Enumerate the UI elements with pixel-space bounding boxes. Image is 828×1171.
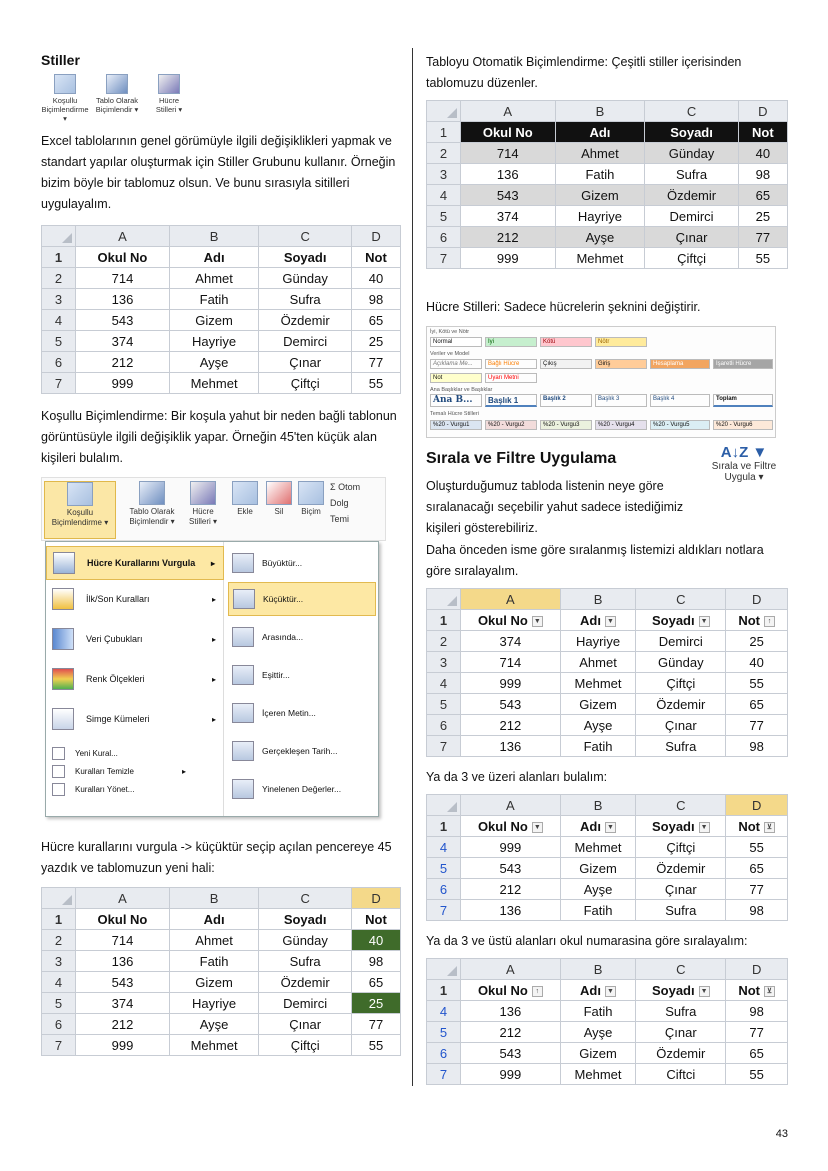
style-cell[interactable]: %20 - Vurgu5 [650,420,710,430]
col-header[interactable]: B [560,959,636,980]
table-row: 5 374 Hayriye Demirci 25 [427,206,788,227]
col-header[interactable]: B [560,589,636,610]
filter-sort-paragraph: Ya da 3 ve üstü alanları okul numarasina göre sıralayalım: [426,934,748,948]
sorted-ascending-icon[interactable]: ↑ [764,616,775,627]
col-header[interactable]: B [555,101,645,122]
styles-ribbon-group [41,74,401,123]
insert-icon [232,481,258,505]
table-row: 2 374 Hayriye Demirci 25 [427,631,788,652]
cell-styles-button[interactable]: Hücre Stilleri ▾ [184,481,222,527]
highlight-rules-icon [53,552,75,574]
menu-left-pane [46,542,224,816]
table-row: 2 714 Ahmet Günday 40 [427,143,788,164]
table-row: 1 Okul No ▼ Adı ▼ Soyadı ▼ Not ⊻ [427,816,788,837]
filter-dropdown-icon[interactable]: ▼ [532,616,543,627]
table-row: 4 543 Gizem Özdemir 65 [42,972,401,993]
style-cell[interactable]: Nötr [595,337,647,347]
col-header[interactable]: A [461,795,561,816]
greater-than-icon [232,553,254,573]
col-header[interactable]: D [352,888,401,909]
filter-active-icon[interactable]: ⊻ [764,822,775,833]
style-cell[interactable]: Giriş [595,359,647,369]
menu-item-manage-rules[interactable]: Kuralları Yönet... [52,781,134,797]
right-column [426,52,788,1085]
style-cell[interactable]: Bağlı Hücre [485,359,537,369]
submenu-less-than[interactable]: Küçüktür... [228,582,376,616]
table-auto-formatted [426,100,788,269]
table-row: 5 543 Gizem Özdemir 65 [427,858,788,879]
style-cell[interactable]: İyi [485,337,537,347]
auto-format-paragraph: Tabloyu Otomatik Biçimlendirme: Çeşitli stiller içerisinden tablomuzu düzenler. [426,55,742,90]
sort-filter-button[interactable]: A↓Z ▼ Sırala ve Filtre Uygula ▾ [702,444,786,483]
stiller-heading: Stiller [41,52,80,68]
sort-section [426,444,788,535]
filter-dropdown-icon[interactable]: ▼ [699,986,710,997]
col-header[interactable]: D [352,226,401,247]
table-row: 4 136 Fatih Sufra 98 [427,1001,788,1022]
col-header[interactable]: A [461,101,556,122]
highlighted-cell[interactable]: 25 [352,993,401,1014]
style-cell[interactable]: Kötü [540,337,592,347]
style-cell[interactable]: %20 - Vurgu3 [540,420,592,430]
table-row: 7 999 Mehmet Çiftçi 55 [427,248,788,269]
group-label: İyi, Kötü ve Nötr [430,329,470,335]
menu-item-new-rule[interactable]: Yeni Kural... [52,745,118,761]
equal-to-icon [232,665,254,685]
submenu-greater-than[interactable]: Büyüktür... [228,546,376,580]
format-icon [298,481,324,505]
col-header[interactable]: D [726,589,788,610]
filter-dropdown-icon[interactable]: ▼ [605,616,616,627]
submenu-date-occurring[interactable]: Gerçekleşen Tarih... [228,734,376,768]
filter-dropdown-icon[interactable]: ▼ [532,822,543,833]
style-cell[interactable]: %20 - Vurgu6 [713,420,773,430]
delete-button[interactable]: Sil [264,481,294,517]
col-header[interactable]: C [259,226,352,247]
cell-styles-paragraph: Hücre Stilleri: Sadece hücrelerin şeknini değiştirir. [426,300,701,314]
table-row: 3 136 Fatih Sufra 98 [427,164,788,185]
col-header[interactable]: A [76,226,170,247]
submenu-duplicate-values[interactable]: Yinelenen Değerler... [228,772,376,806]
style-cell[interactable]: Başlık 2 [540,394,592,407]
format-button[interactable]: Biçim [296,481,326,517]
table-row: 4 999 Mehmet Çiftçi 55 [427,673,788,694]
group-label: Veriler ve Model [430,351,470,357]
filter-dropdown-icon[interactable]: ▼ [699,822,710,833]
style-cell[interactable]: Uyarı Metni [485,373,537,383]
format-as-table-button[interactable]: Tablo Olarak Biçimlendir ▾ [93,74,141,123]
corner-cell[interactable] [427,795,461,816]
table-row: 5 212 Ayşe Çınar 77 [427,1022,788,1043]
menu-item-data-bars[interactable]: Veri Çubukları ▸ [46,622,224,656]
style-cell[interactable]: Ana B... [430,394,482,407]
format-as-table-button[interactable]: Tablo Olarak Biçimlendir ▾ [122,481,182,527]
table-row: 4 543 Gizem Özdemir 65 [42,310,401,331]
table-row: 1 Okul No Adı Soyadı Not [42,909,401,930]
duplicate-values-icon [232,779,254,799]
style-cell[interactable]: Çıkış [540,359,592,369]
table-row: 2 714 Ahmet Günday 40 [42,268,401,289]
table-filtered-sorted [426,958,788,1085]
col-header[interactable]: B [560,795,636,816]
table-row: 1 Okul No ↑ Adı ▼ Soyadı ▼ Not ⊻ [427,980,788,1001]
less-than-icon [233,589,255,609]
col-header[interactable]: D [726,795,788,816]
corner-cell[interactable] [42,226,76,247]
col-header[interactable]: D [738,101,787,122]
style-cell[interactable]: Açıklama Me... [430,359,482,369]
filter-dropdown-icon[interactable]: ▼ [605,986,616,997]
icon-sets-icon [52,708,74,730]
new-rule-icon [52,747,65,760]
page-number: 43 [775,1128,788,1140]
sorted-ascending-icon[interactable]: ↑ [532,986,543,997]
table-row: 1 Okul No Adı Soyadı Not [42,247,401,268]
sort-paragraph: Oluşturduğumuz tabloda listenin neye göre sıralanacağı seçebilir yahut sadece istediğimiz kişileri gösterebiliriz. [426,479,684,535]
table-row: 5 543 Gizem Özdemir 65 [427,694,788,715]
style-cell[interactable]: İşaretli Hücre [713,359,773,369]
group-label: Temalı Hücre Stilleri [430,411,479,417]
table-row: 4 999 Mehmet Çiftçi 55 [427,837,788,858]
table-highlighted [41,887,401,1056]
col-header[interactable]: A [461,959,561,980]
format-as-table-icon [139,481,165,505]
table-row: 3 714 Ahmet Günday 40 [427,652,788,673]
clear-rules-icon [52,765,65,778]
clear-button[interactable]: Temi [330,514,350,524]
style-cell[interactable]: Hesaplama [650,359,710,369]
style-cell[interactable]: Başlık 3 [595,394,647,407]
style-cell[interactable]: Başlık 4 [650,394,710,407]
sort-filter-icon: A↓Z ▼ [720,444,768,461]
table-row: 7 999 Mehmet Çiftçi 55 [42,1035,401,1056]
conditional-formatting-button[interactable]: Koşullu Biçimlendirme ▾ [41,74,89,123]
submenu-between[interactable]: Arasında... [228,620,376,654]
page-divider [412,48,413,1086]
corner-cell[interactable] [427,959,461,980]
table-row: 3 136 Fatih Sufra 98 [42,951,401,972]
date-occurring-icon [232,741,254,761]
style-cell[interactable]: %20 - Vurgu4 [595,420,647,430]
table-filtered [426,794,788,921]
filter-dropdown-icon[interactable]: ▼ [605,822,616,833]
style-cell[interactable]: %20 - Vurgu1 [430,420,482,430]
menu-item-icon-sets[interactable]: Simge Kümeleri ▸ [46,702,224,736]
col-header[interactable]: B [169,888,258,909]
cell-styles-gallery [426,326,776,438]
left-column [41,52,401,1056]
submenu-equal-to[interactable]: Eşittir... [228,658,376,692]
table-row: 6 212 Ayşe Çınar 77 [42,352,401,373]
conditional-paragraph: Koşullu Biçimlendirme: Bir koşula yahut bir neden bağli tablonun görüntüsüyle ilgili değişiklik yapar. Örneğin 45'ten küçük alan kişileri bulalım. [41,409,397,465]
style-cell[interactable]: Normal [430,337,482,347]
table-row: 7 999 Mehmet Ciftci 55 [427,1064,788,1085]
col-header[interactable]: D [726,959,788,980]
style-cell[interactable]: Toplam [713,394,773,407]
submenu-text-contains[interactable]: İçeren Metin... [228,696,376,730]
filter-active-icon[interactable]: ⊻ [764,986,775,997]
insert-button[interactable]: Ekle [230,481,260,517]
table-row: 4 543 Gizem Özdemir 65 [427,185,788,206]
col-header[interactable]: C [645,101,738,122]
table-row: 7 999 Mehmet Çiftçi 55 [42,373,401,394]
filter-paragraph: Ya da 3 ve üzeri alanları bulalım: [426,770,608,784]
home-ribbon [41,477,386,541]
conditional-formatting-icon [54,74,76,94]
table-original [41,225,401,394]
table-sorted-by-grade [426,588,788,757]
sort-by-grade-paragraph: Daha önceden isme göre sıralanmış listemizi aldıkları notlara göre sıralayalım. [426,543,764,578]
top-bottom-icon [52,588,74,610]
menu-item-clear-rules[interactable]: Kuralları Temizle ▸ [52,763,186,779]
col-header[interactable]: B [169,226,258,247]
menu-item-top-bottom-rules[interactable]: İlk/Son Kuralları ▸ [46,582,224,616]
table-row: 5 374 Hayriye Demirci 25 [42,331,401,352]
data-bars-icon [52,628,74,650]
cell-styles-icon [158,74,180,94]
col-header[interactable]: A [76,888,170,909]
autosum-button[interactable]: Σ Otom [330,482,361,492]
table-row: 6 212 Ayşe Çınar 77 [427,715,788,736]
table-row: 3 136 Fatih Sufra 98 [42,289,401,310]
filter-dropdown-icon[interactable]: ▼ [699,616,710,627]
conditional-formatting-dropdown-menu [45,541,379,817]
between-icon [232,627,254,647]
table-row: 6 212 Ayşe Çınar 77 [427,227,788,248]
corner-cell[interactable] [42,888,76,909]
table-row: 5 374 Hayriye Demirci 25 [42,993,401,1014]
highlighted-cell[interactable]: 40 [352,930,401,951]
col-header[interactable]: C [259,888,352,909]
delete-icon [266,481,292,505]
highlight-result-paragraph: Hücre kurallarını vurgula -> küçüktür seçip açılan pencereye 45 yazdık ve tablomuzun yeni hali: [41,840,392,875]
intro-paragraph: Excel tablolarının genel görümüyle ilgili değişiklikleri yapmak ve standart yapılar oluşturmak için Stiller Grubunu kullanır. Örneğin bizim böyle bir tablomuz olsun. Ve bunu sırasıyla sitilleri uygulayalım. [41,134,396,211]
table-row: 7 136 Fatih Sufra 98 [427,900,788,921]
menu-item-highlight-rules[interactable]: Hücre Kurallarını Vurgula ▸ [46,546,224,580]
text-contains-icon [232,703,254,723]
table-row: 6 212 Ayşe Çınar 77 [427,879,788,900]
table-row: 7 136 Fatih Sufra 98 [427,736,788,757]
sort-filter-heading: Sırala ve Filtre Uygulama [426,450,617,467]
cell-styles-icon [190,481,216,505]
group-label: Ana Başlıklar ve Başlıklar [430,387,493,393]
col-header[interactable]: C [636,795,726,816]
style-cell[interactable]: Başlık 1 [485,394,537,407]
style-cell[interactable]: %20 - Vurgu2 [485,420,537,430]
conditional-formatting-dropdown[interactable]: Koşullu Biçimlendirme ▾ [44,481,116,539]
color-scales-icon [52,668,74,690]
col-header[interactable]: A [461,589,561,610]
table-row: 6 212 Ayşe Çınar 77 [42,1014,401,1035]
fill-button[interactable]: Dolg [330,498,349,508]
table-header-row: 1 Okul No Adı Soyadı Not [427,122,788,143]
format-as-table-icon [106,74,128,94]
table-row: 6 543 Gizem Özdemir 65 [427,1043,788,1064]
col-header[interactable]: C [636,959,726,980]
menu-item-color-scales[interactable]: Renk Ölçekleri ▸ [46,662,224,696]
corner-cell[interactable] [427,589,461,610]
conditional-formatting-icon [67,482,93,506]
style-cell[interactable]: Not [430,373,482,383]
table-row: 1 Okul No ▼ Adı ▼ Soyadı ▼ Not ↑ [427,610,788,631]
table-row: 2 714 Ahmet Günday 40 [42,930,401,951]
manage-rules-icon [52,783,65,796]
corner-cell[interactable] [427,101,461,122]
col-header[interactable]: C [636,589,726,610]
conditional-formatting-menu-shot [41,477,386,817]
cell-styles-button[interactable]: Hücre Stilleri ▾ [145,74,193,123]
